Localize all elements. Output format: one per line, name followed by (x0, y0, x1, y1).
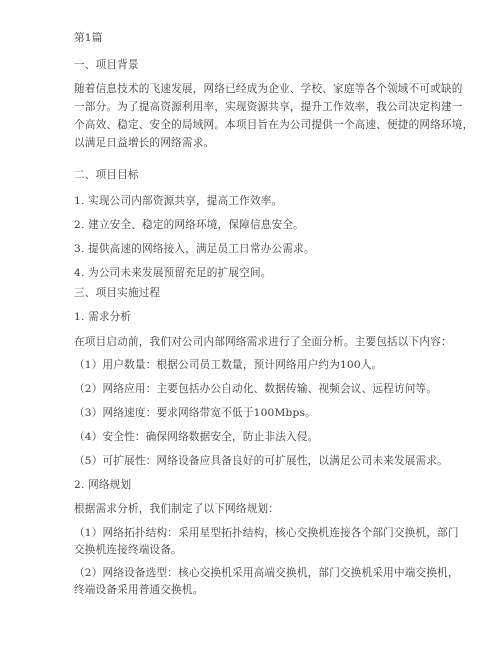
goal-item: 2. 建立安全、稳定的网络环境，保障信息安全。 (74, 219, 304, 231)
background-paragraph (74, 82, 473, 154)
goal-item: 3. 提供高速的网络接入，满足员工日常办公需求。 (74, 243, 315, 255)
paragraph-line: 个高效、稳定、安全的局域网。本项目旨在为公司提供一个高速、便捷的网络环境， (74, 119, 474, 131)
requirement-item: （1）用户数量：根据公司员工数量，预计网络用户约为100人。 (74, 359, 383, 371)
requirements-intro: 在项目启动前，我们对公司内部网络需求进行了全面分析。主要包括以下内容： (74, 336, 452, 348)
subsection-heading-requirements: 1. 需求分析 (74, 311, 132, 323)
requirement-item: （4）安全性：确保网络数据安全，防止非法入侵。 (74, 431, 319, 443)
paragraph-line: 一部分。为了提高资源利用率，实现资源共享，提升工作效率，我公司决定构建一 (74, 101, 463, 113)
requirement-item: （2）网络应用：主要包括办公自动化、数据传输、视频会议、远程访问等。 (74, 383, 438, 395)
part-title: 第1篇 (74, 32, 103, 44)
planning-item-line: 终端设备采用普通交换机。 (74, 584, 204, 596)
planning-intro: 根据需求分析，我们制定了以下网络规划： (74, 503, 280, 515)
subsection-heading-planning: 2. 网络规划 (74, 479, 132, 491)
planning-item (74, 526, 459, 560)
goal-item: 1. 实现公司内部资源共享，提高工作效率。 (74, 195, 283, 207)
section-heading-goals: 二、项目目标 (74, 169, 139, 181)
planning-item-line: （1）网络拓扑结构：采用星型拓扑结构，核心交换机连接各个部门交换机，部门 (74, 527, 459, 539)
paragraph-line: 以满足日益增长的网络需求。 (74, 137, 215, 149)
section-heading-implementation: 三、项目实施过程 (74, 287, 161, 299)
planning-item-line: 交换机连接终端设备。 (74, 544, 182, 556)
goal-item: 4. 为公司未来发展预留充足的扩展空间。 (74, 267, 272, 279)
planning-item-line: （2）网络设备选型：核心交换机采用高端交换机，部门交换机采用中端交换机， (74, 567, 459, 579)
requirement-item: （3）网络速度：要求网络带宽不低于100Mbps。 (74, 407, 316, 419)
section-heading-background: 一、项目背景 (74, 59, 139, 71)
paragraph-line: 随着信息技术的飞速发展，网络已经成为企业、学校、家庭等各个领域不可或缺的 (74, 83, 463, 95)
requirement-item: （5）可扩展性：网络设备应具备良好的可扩展性，以满足公司未来发展需求。 (74, 455, 448, 467)
planning-item (74, 566, 459, 600)
